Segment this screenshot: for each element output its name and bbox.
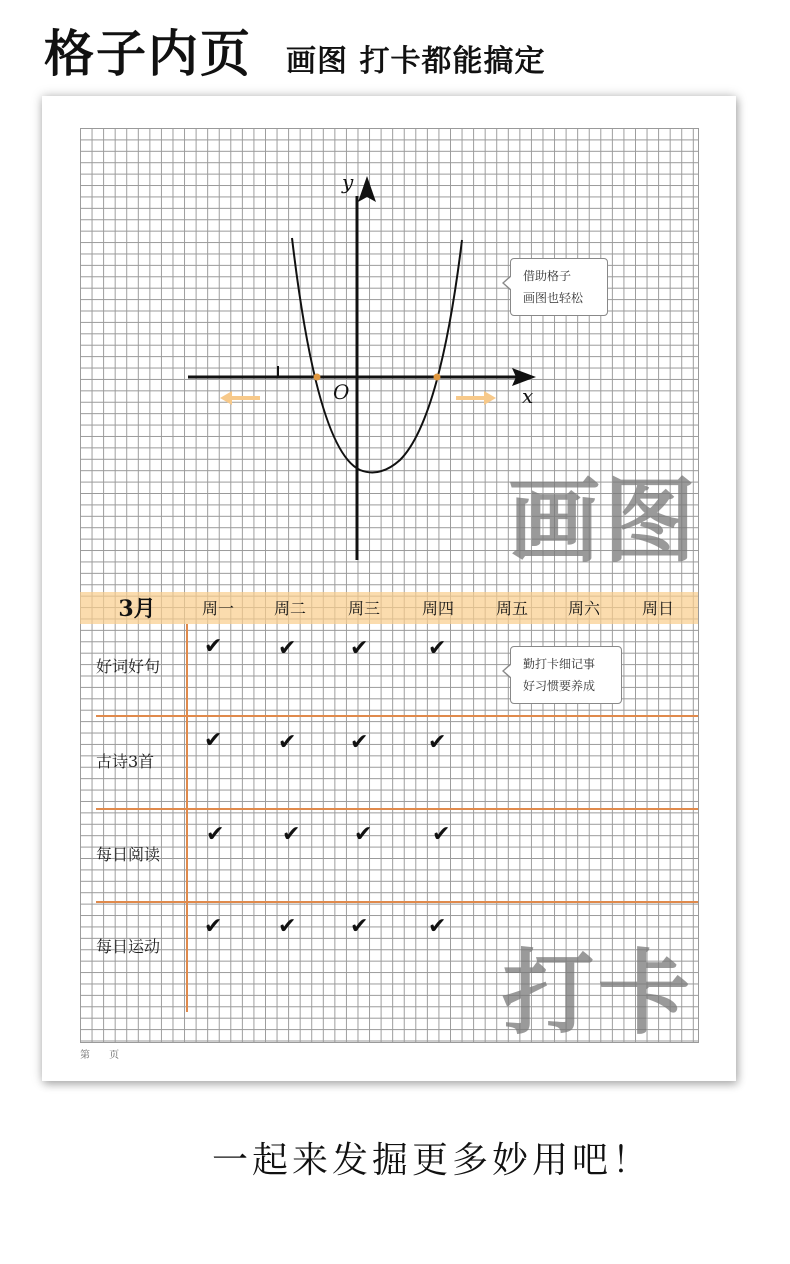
page-subtitle: 画图 打卡都能搞定 (286, 44, 546, 79)
check-icon: ✔ (428, 730, 447, 755)
checkin-tip-line2: 好习惯要养成 (523, 679, 596, 693)
check-icon: ✔ (204, 914, 223, 939)
check-icon: ✔ (428, 914, 447, 939)
check-icon: ✔ (204, 728, 223, 753)
check-icon: ✔ (428, 636, 447, 661)
root-left-point (314, 374, 321, 381)
page-title: 格子内页 (44, 25, 252, 83)
check-icon: ✔ (278, 914, 297, 939)
row-label-reading: 每日阅读 (96, 845, 161, 864)
parabola-curve (292, 238, 462, 472)
row-divider-1 (96, 715, 698, 717)
checkin-watermark: 打卡 (502, 939, 695, 1047)
graph-tip-bubble (510, 258, 608, 316)
check-icon: ✔ (350, 914, 369, 939)
table-vertical-divider (186, 624, 188, 1012)
y-axis-arrow (358, 176, 376, 202)
row-label-words: 好词好句 (96, 657, 161, 676)
day-header-sun: 周日 (641, 599, 674, 618)
check-icon: ✔ (354, 822, 373, 847)
row-label-exercise: 每日运动 (96, 937, 161, 956)
left-arrow-icon (220, 391, 260, 405)
check-icon: ✔ (204, 634, 223, 659)
check-icon: ✔ (278, 636, 297, 661)
check-icon: ✔ (432, 822, 451, 847)
right-arrow-icon (456, 391, 496, 405)
y-axis-label: y (342, 170, 354, 194)
check-icon: ✔ (282, 822, 301, 847)
draw-watermark: 画图 (508, 467, 701, 575)
root-right-point (434, 374, 441, 381)
check-icon: ✔ (350, 636, 369, 661)
row-label-poems: 古诗3首 (96, 752, 155, 771)
slogan: 一起来发掘更多妙用吧！ (212, 1140, 653, 1181)
day-header-thu: 周四 (421, 599, 454, 618)
day-header-tue: 周二 (273, 599, 306, 618)
day-header-mon: 周一 (201, 599, 234, 618)
page-number-footer: 第 页 (80, 1050, 120, 1061)
x-axis-label: x (522, 384, 534, 408)
day-header-wed: 周三 (347, 599, 380, 618)
check-icon: ✔ (278, 730, 297, 755)
graph-tip-line2: 画图也轻松 (523, 291, 584, 305)
origin-label: O (333, 380, 350, 404)
row-divider-2 (96, 808, 698, 810)
day-header-fri: 周五 (495, 599, 528, 618)
tick-label (273, 354, 281, 368)
month-header: 3月 (118, 596, 156, 622)
checkin-tip-line1: 勤打卡细记事 (523, 657, 596, 671)
check-icon: ✔ (206, 822, 225, 847)
graph-tip-line1: 借助格子 (523, 269, 572, 283)
day-header-sat: 周六 (567, 599, 600, 618)
check-icon: ✔ (350, 730, 369, 755)
checkin-tip-bubble (510, 646, 622, 704)
row-divider-3 (96, 901, 698, 903)
